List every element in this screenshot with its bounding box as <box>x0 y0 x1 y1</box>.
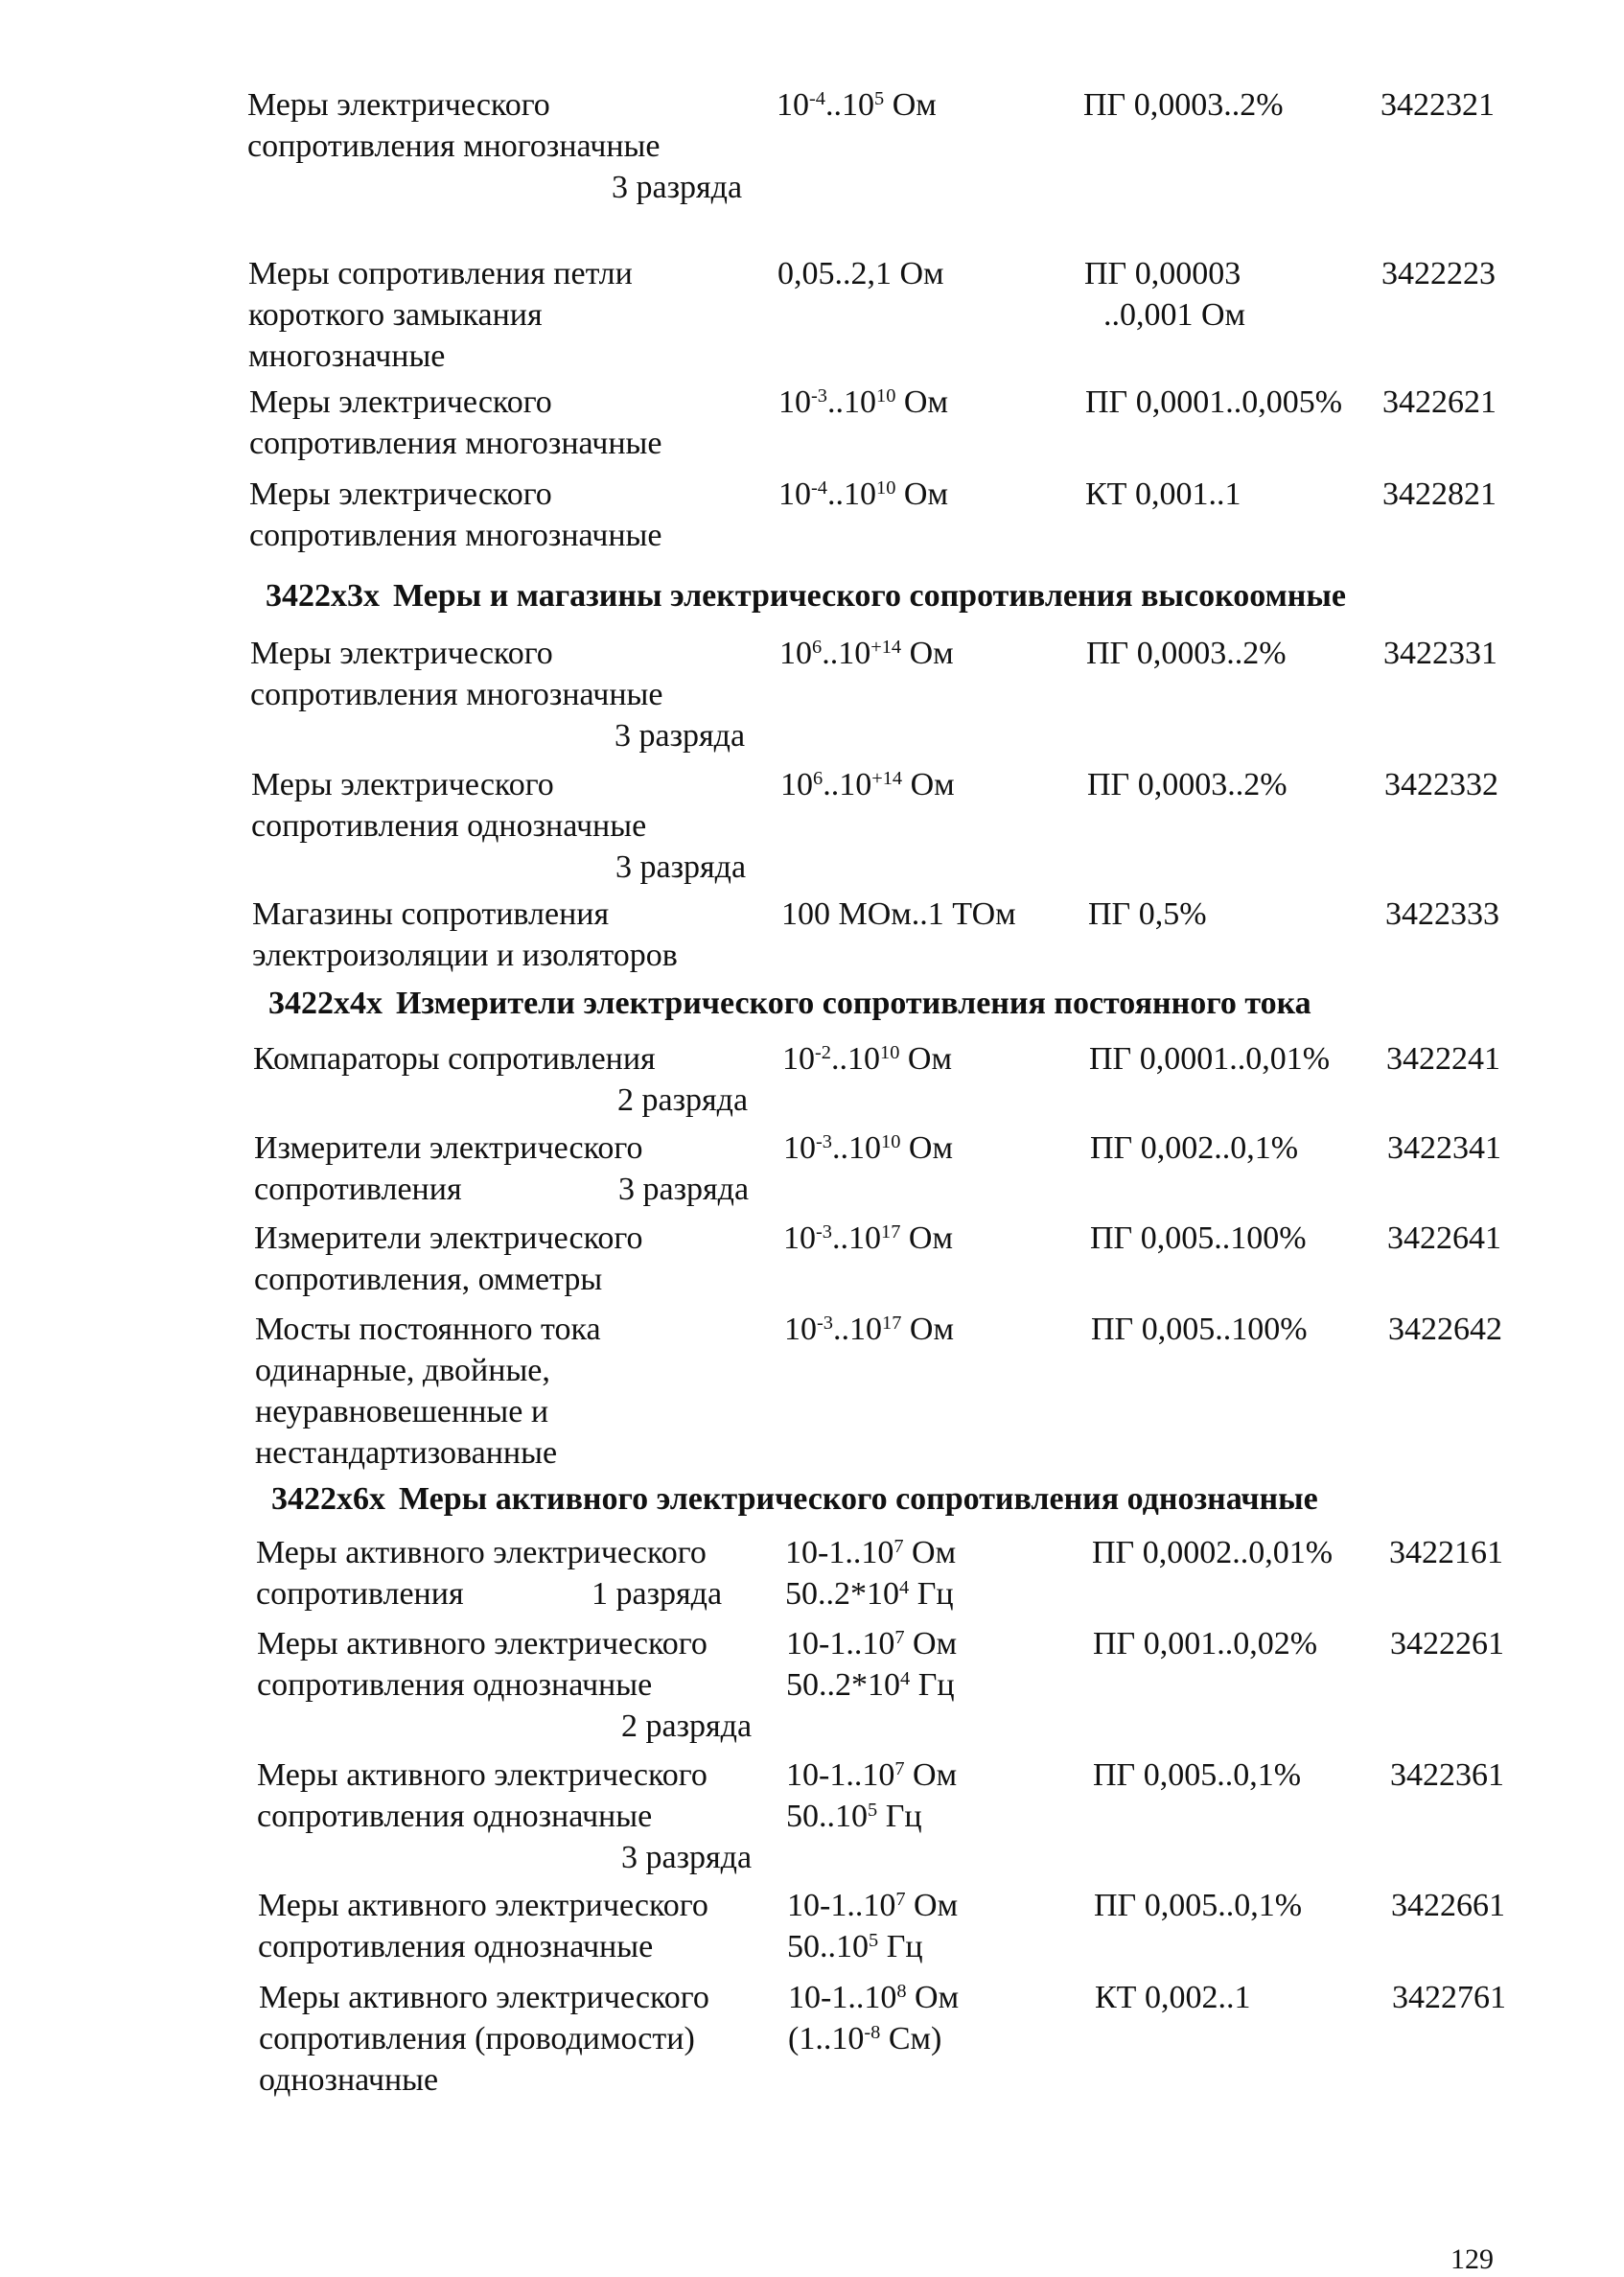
accuracy-line: КТ 0,002..1 <box>1095 1980 1251 2015</box>
classification-code: 3422821 <box>1382 476 1496 512</box>
instrument-name <box>248 253 785 377</box>
name-line: сопротивления, омметры <box>254 1262 603 1297</box>
accuracy-class <box>1090 1127 1298 1169</box>
accuracy-class <box>1083 84 1284 126</box>
name-line: короткого замыкания <box>248 297 543 333</box>
section-title: Измерители электрического сопротивления постоянного тока <box>396 986 1311 1021</box>
instrument-name <box>254 1127 791 1210</box>
rank-label: 3 разряда <box>618 1172 750 1207</box>
name-line: Меры активного электрического <box>256 1535 707 1570</box>
range-line: 10-1..10$^7$ Ом <box>786 1757 958 1793</box>
name-line: сопротивления многозначные <box>250 677 663 712</box>
accuracy-class <box>1089 1038 1330 1080</box>
measurement-range <box>788 1977 959 2059</box>
classification-code: 3422161 <box>1389 1535 1503 1570</box>
name-line: Компараторы сопротивления <box>253 1041 656 1077</box>
accuracy-line: ПГ 0,0001..0,005% <box>1085 384 1343 420</box>
accuracy-line: ПГ 0,0003..2% <box>1086 636 1287 671</box>
name-line: Меры электрического <box>247 87 550 123</box>
accuracy-line: ПГ 0,0002..0,01% <box>1092 1535 1334 1570</box>
instrument-name <box>257 1754 794 1878</box>
rank-label: 3 разряда <box>621 1840 753 1875</box>
range-line: 0,05..2,1 Ом <box>777 256 944 291</box>
accuracy-line: ПГ 0,005..100% <box>1090 1220 1307 1256</box>
measurement-range <box>778 382 948 423</box>
accuracy-class <box>1093 1754 1301 1796</box>
range-line: $10^{-3}..10^{10}$ Ом <box>783 1130 953 1166</box>
instrument-name <box>256 1532 793 1615</box>
classification-code: 3422641 <box>1387 1220 1501 1256</box>
measurement-range <box>787 1885 958 1967</box>
range-line: $10^{-3}..10^{10}$ Ом <box>778 384 948 420</box>
instrument-name <box>257 1623 794 1747</box>
instrument-name <box>253 1038 790 1121</box>
section-title: Меры активного электрического сопротивления однозначные <box>399 1481 1318 1517</box>
measurement-range <box>783 1127 953 1169</box>
accuracy-class <box>1085 382 1342 423</box>
range-line: $50..2*10^4$ Гц <box>786 1667 955 1703</box>
classification-code: 3422321 <box>1380 87 1495 123</box>
measurement-range <box>782 1038 952 1080</box>
measurement-range <box>781 894 1016 935</box>
range-line: $10^6..10^{+14}$ Ом <box>780 767 955 802</box>
name-line: Меры активного электрического <box>257 1757 708 1793</box>
rank-label: 2 разряда <box>617 1082 749 1118</box>
rank-label: 3 разряда <box>615 849 747 885</box>
classification-code: 3422241 <box>1386 1041 1500 1077</box>
classification-code: 3422361 <box>1390 1757 1504 1793</box>
range-line: $10^{-2}..10^{10}$ Ом <box>782 1041 952 1077</box>
rank-label: 3 разряда <box>615 718 746 754</box>
range-line: $10^{-3}..10^{17}$ Ом <box>783 1220 953 1256</box>
accuracy-line: ..0,001 Ом <box>1103 297 1246 333</box>
accuracy-class <box>1090 1218 1307 1259</box>
classification-code: 3422761 <box>1392 1980 1506 2015</box>
name-line: сопротивления 3 разряда <box>254 1169 791 1210</box>
section-heading <box>266 575 1346 616</box>
classification-code: 3422642 <box>1388 1312 1502 1347</box>
instrument-name <box>259 1977 796 2101</box>
range-line: 100 МОм..1 ТОм <box>781 896 1016 932</box>
name-line: Меры электрического <box>250 636 553 671</box>
name-line: Измерители электрического <box>254 1130 643 1166</box>
accuracy-line: ПГ 0,0003..2% <box>1087 767 1288 802</box>
instrument-name <box>247 84 784 208</box>
accuracy-line: ПГ 0,001..0,02% <box>1093 1626 1318 1661</box>
name-line: Меры электрического <box>249 384 552 420</box>
classification-code: 3422341 <box>1387 1130 1501 1166</box>
name-line: Мосты постоянного тока <box>255 1312 601 1347</box>
instrument-name <box>254 1218 791 1300</box>
accuracy-line: КТ 0,001..1 <box>1085 476 1241 512</box>
accuracy-line: ПГ 0,002..0,1% <box>1090 1130 1299 1166</box>
accuracy-line: ПГ 0,005..100% <box>1091 1312 1308 1347</box>
instrument-name <box>249 382 786 464</box>
section-code: 3422x3x <box>266 578 380 614</box>
classification-code: 3422621 <box>1382 384 1496 420</box>
name-line: сопротивления (проводимости) <box>259 2021 695 2056</box>
name-line: однозначные <box>259 2062 439 2098</box>
section-heading <box>268 983 1311 1024</box>
accuracy-class <box>1095 1977 1250 2018</box>
range-line: 10-1..10$^8$ Ом <box>788 1980 960 2015</box>
page-number: 129 <box>1450 2243 1494 2275</box>
name-line: сопротивления многозначные <box>247 128 661 164</box>
measurement-range <box>784 1309 954 1350</box>
range-line: 50..10$^5$ Гц <box>786 1799 922 1834</box>
instrument-name <box>250 633 787 756</box>
accuracy-class <box>1087 764 1288 805</box>
accuracy-line: ПГ 0,0003..2% <box>1083 87 1284 123</box>
accuracy-class <box>1086 633 1287 674</box>
name-line: сопротивления однозначные <box>257 1799 653 1834</box>
instrument-name <box>251 764 788 888</box>
measurement-range <box>777 84 937 126</box>
accuracy-line: ПГ 0,5% <box>1088 896 1207 932</box>
section-heading <box>271 1478 1318 1520</box>
accuracy-line: ПГ 0,005..0,1% <box>1094 1888 1303 1923</box>
section-code: 3422x4x <box>268 986 383 1021</box>
name-line: сопротивления многозначные <box>249 518 662 553</box>
instrument-name <box>258 1885 795 1967</box>
classification-code: 3422333 <box>1385 896 1499 932</box>
name-line: Меры активного электрического <box>257 1626 708 1661</box>
name-line: многозначные <box>248 338 446 374</box>
name-line: Меры электрического <box>251 767 554 802</box>
rank-label: 3 разряда <box>612 170 743 205</box>
name-line: нестандартизованные <box>255 1435 558 1471</box>
name-line: сопротивления однозначные <box>251 808 647 844</box>
classification-code: 3422332 <box>1384 767 1498 802</box>
range-line: $10^{-4}..10^{10}$ Ом <box>778 476 948 512</box>
classification-code: 3422261 <box>1390 1626 1504 1661</box>
name-line: сопротивления 1 разряда <box>256 1573 793 1615</box>
classification-code: 3422661 <box>1391 1888 1505 1923</box>
accuracy-class <box>1091 1309 1308 1350</box>
measurement-range <box>779 633 954 674</box>
accuracy-class <box>1093 1623 1317 1664</box>
accuracy-line: ПГ 0,005..0,1% <box>1093 1757 1302 1793</box>
accuracy-line: ПГ 0,0001..0,01% <box>1089 1041 1331 1077</box>
section-code: 3422x6x <box>271 1481 385 1517</box>
accuracy-class <box>1085 474 1241 515</box>
instrument-name <box>252 894 789 976</box>
measurement-range <box>783 1218 953 1259</box>
name-line: сопротивления многозначные <box>249 426 662 461</box>
range-line: $50..2*10^4$ Гц <box>785 1576 954 1612</box>
range-line: 10-1..10$^7$ Ом <box>787 1888 959 1923</box>
accuracy-class <box>1088 894 1207 935</box>
name-line: неуравновешенные и <box>255 1394 549 1429</box>
rank-label: 1 разряда <box>592 1576 723 1612</box>
range-line: 10-1..10$^7$ Ом <box>786 1626 958 1661</box>
range-line: $10^6..10^{+14}$ Ом <box>779 636 954 671</box>
measurement-range <box>785 1532 956 1615</box>
range-line: 50..10$^5$ Гц <box>787 1929 923 1964</box>
accuracy-class <box>1084 253 1245 336</box>
name-line: сопротивления однозначные <box>258 1929 654 1964</box>
accuracy-class <box>1094 1885 1302 1926</box>
name-line: Меры активного электрического <box>259 1980 709 2015</box>
range-line: 10-1..10$^7$ Ом <box>785 1535 957 1570</box>
classification-code: 3422331 <box>1383 636 1497 671</box>
name-line: Меры сопротивления петли <box>248 256 633 291</box>
name-line: сопротивления однозначные <box>257 1667 653 1703</box>
measurement-range <box>786 1623 957 1706</box>
instrument-name <box>249 474 786 556</box>
range-line: ($1..10^{-8}$ См) <box>788 2021 942 2056</box>
measurement-range <box>777 253 944 294</box>
classification-code: 3422223 <box>1381 256 1496 291</box>
measurement-range <box>786 1754 957 1837</box>
name-line: Магазины сопротивления <box>252 896 610 932</box>
range-line: $10^{-4}..10^5$ Ом <box>777 87 937 123</box>
name-line: Меры электрического <box>249 476 552 512</box>
accuracy-class <box>1092 1532 1333 1573</box>
name-line: электроизоляции и изоляторов <box>252 938 678 973</box>
name-line: Меры активного электрического <box>258 1888 708 1923</box>
instrument-name <box>255 1309 792 1474</box>
range-line: $10^{-3}..10^{17}$ Ом <box>784 1312 954 1347</box>
accuracy-line: ПГ 0,00003 <box>1084 256 1241 291</box>
measurement-range <box>780 764 955 805</box>
name-line: одинарные, двойные, <box>255 1353 550 1388</box>
measurement-range <box>778 474 948 515</box>
rank-label: 2 разряда <box>621 1708 753 1744</box>
section-title: Меры и магазины электрического сопротивления высокоомные <box>393 578 1346 614</box>
name-line: Измерители электрического <box>254 1220 643 1256</box>
